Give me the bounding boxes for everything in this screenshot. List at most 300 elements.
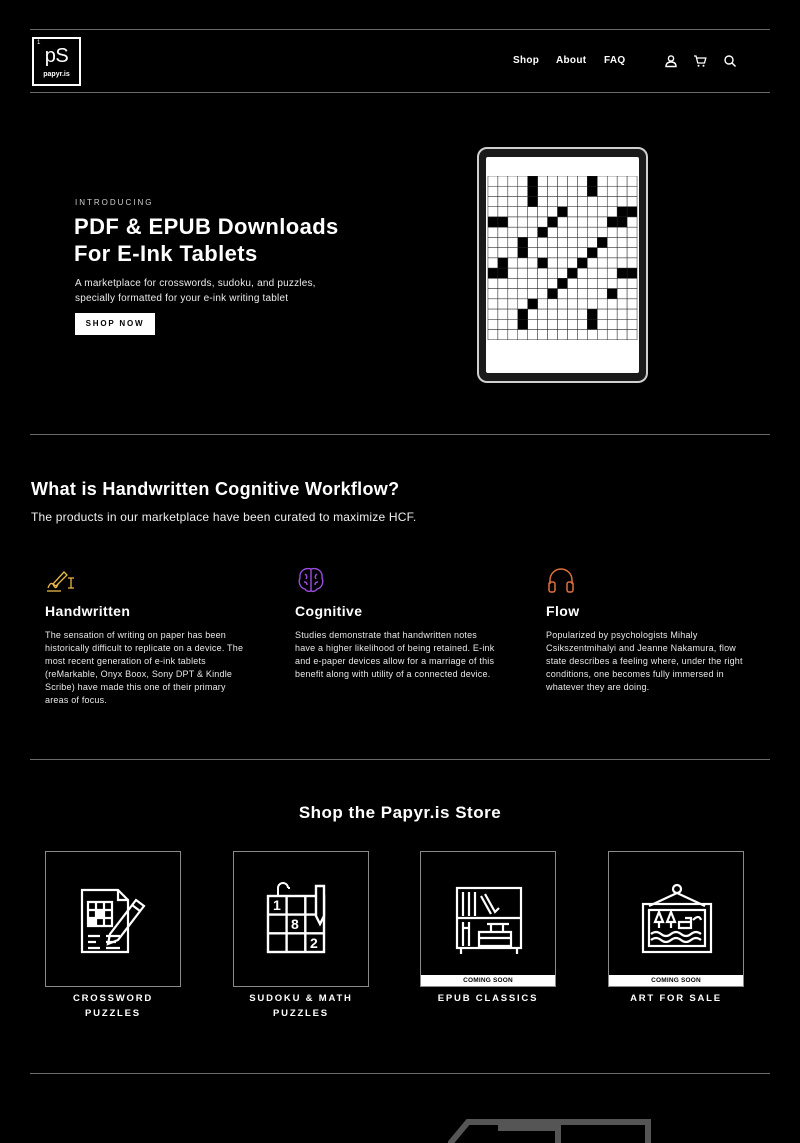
crossword-cell: [508, 207, 518, 217]
crossword-cell: [617, 258, 627, 268]
hero-subtitle-line2: specially formatted for your e-ink writing tablet: [75, 292, 289, 304]
feature-body-handwritten: The sensation of writing on paper has been historically difficult to replicate on a device. The most recent generation of e-ink tablets (reMarkable, Onyx Boox, Sony DPT & Kindle Scribe) have made this one of their primary areas of focus.: [45, 630, 244, 705]
crossword-cell: [597, 227, 607, 237]
crossword-cell: [538, 196, 548, 206]
crossword-cell: [587, 196, 597, 206]
crossword-cell: [508, 176, 518, 186]
crossword-cell: [627, 227, 637, 237]
crossword-cell: [518, 268, 528, 278]
crossword-cell: [518, 330, 528, 340]
brand-logo[interactable]: [32, 37, 81, 86]
logo-mark: pS: [44, 45, 69, 67]
crossword-cell: [607, 227, 617, 237]
crossword-cell: [548, 207, 558, 217]
crossword-cell: [607, 299, 617, 309]
crossword-cell: [587, 248, 597, 258]
crossword-cell: [518, 186, 528, 196]
crossword-cell: [567, 248, 577, 258]
crossword-cell: [518, 237, 528, 247]
coming-soon-badge: COMING SOON: [609, 975, 743, 986]
crossword-cell: [577, 227, 587, 237]
crossword-cell: [617, 196, 627, 206]
crossword-cell: [528, 319, 538, 329]
logo-wordmark: papyr.is: [43, 71, 70, 78]
crossword-cell: [488, 217, 498, 227]
crossword-cell: [587, 330, 597, 340]
hero-title-line2: For E-Ink Tablets: [74, 241, 258, 266]
crossword-cell: [627, 196, 637, 206]
crossword-cell: [498, 319, 508, 329]
category-card-crossword[interactable]: [45, 851, 181, 987]
crossword-cell: [577, 207, 587, 217]
category-label-line1: EPUB CLASSICS: [437, 993, 539, 1004]
hero-title: [74, 213, 404, 267]
crossword-cell: [627, 309, 637, 319]
crossword-cell: [597, 258, 607, 268]
header-bottom-divider: [30, 92, 770, 93]
category-card-epub[interactable]: [420, 851, 556, 987]
crossword-cell: [587, 237, 597, 247]
crossword-cell: [617, 237, 627, 247]
crossword-grid-image: [487, 176, 638, 340]
crossword-cell: [518, 299, 528, 309]
sudoku-digit-8: 8: [291, 916, 299, 932]
crossword-cell: [597, 207, 607, 217]
crossword-cell: [597, 248, 607, 258]
crossword-cell: [597, 299, 607, 309]
crossword-cell: [627, 299, 637, 309]
crossword-cell: [528, 278, 538, 288]
crossword-cell: [607, 186, 617, 196]
feature-title-cognitive: Cognitive: [295, 603, 363, 619]
crossword-cell: [627, 237, 637, 247]
crossword-cell: [577, 248, 587, 258]
crossword-cell: [577, 217, 587, 227]
crossword-cell: [548, 258, 558, 268]
category-label-line1: SUDOKU & MATH: [249, 993, 353, 1004]
crossword-cell: [498, 237, 508, 247]
logo-superscript: 1: [37, 40, 41, 46]
crossword-cell: [627, 289, 637, 299]
crossword-cell: [508, 330, 518, 340]
crossword-cell: [538, 258, 548, 268]
crossword-cell: [498, 289, 508, 299]
crossword-cell: [508, 227, 518, 237]
crossword-cell: [488, 227, 498, 237]
crossword-cell: [548, 278, 558, 288]
crossword-cell: [597, 330, 607, 340]
crossword-cell: [508, 186, 518, 196]
crossword-cell: [567, 289, 577, 299]
crossword-cell: [488, 289, 498, 299]
crossword-cell: [558, 268, 568, 278]
crossword-cell: [558, 289, 568, 299]
crossword-cell: [518, 217, 528, 227]
crossword-cell: [538, 319, 548, 329]
crossword-cell: [538, 186, 548, 196]
category-label-line1: CROSSWORD: [72, 993, 154, 1004]
crossword-cell: [597, 319, 607, 329]
crossword-cell: [607, 289, 617, 299]
crossword-cell: [518, 309, 528, 319]
crossword-cell: [548, 248, 558, 258]
crossword-cell: [508, 268, 518, 278]
crossword-cell: [538, 227, 548, 237]
nav-faq[interactable]: FAQ: [604, 55, 626, 66]
hcf-divider: [30, 759, 770, 760]
crossword-cell: [577, 237, 587, 247]
crossword-cell: [607, 258, 617, 268]
header-top-divider: [30, 29, 770, 30]
sudoku-grid-icon: [264, 882, 340, 958]
crossword-cell: [597, 176, 607, 186]
crossword-cell: [508, 248, 518, 258]
feature-body-flow: Popularized by psychologists Mihaly Csikszentmihalyi and Jeanne Nakamura, flow state describes a feeling where, under the right conditions, one becomes fully immersed in whatever they are doing.: [546, 630, 743, 692]
crossword-cell: [498, 207, 508, 217]
crossword-cell: [617, 176, 627, 186]
crossword-cell: [528, 217, 538, 227]
framed-art-icon: [639, 882, 715, 958]
shop-now-button[interactable]: SHOP NOW: [75, 313, 155, 335]
crossword-cell: [498, 227, 508, 237]
crossword-cell: [587, 319, 597, 329]
crossword-cell: [558, 237, 568, 247]
crossword-cell: [538, 176, 548, 186]
crossword-cell: [548, 186, 558, 196]
crossword-cell: [597, 217, 607, 227]
crossword-cell: [498, 299, 508, 309]
crossword-cell: [617, 309, 627, 319]
cart-icon[interactable]: [693, 54, 707, 68]
account-icon[interactable]: [664, 54, 678, 68]
crossword-cell: [587, 278, 597, 288]
crossword-cell: [488, 176, 498, 186]
crossword-cell: [488, 237, 498, 247]
crossword-cell: [498, 217, 508, 227]
crossword-cell: [567, 258, 577, 268]
headphones-icon: [546, 566, 576, 594]
crossword-cell: [577, 299, 587, 309]
crossword-cell: [567, 268, 577, 278]
crossword-cell: [528, 268, 538, 278]
crossword-cell: [558, 248, 568, 258]
crossword-cell: [498, 268, 508, 278]
crossword-cell: [627, 217, 637, 227]
crossword-cell: [577, 309, 587, 319]
category-label-sudoku[interactable]: [233, 991, 369, 1021]
crossword-cell: [508, 319, 518, 329]
crossword-cell: [607, 217, 617, 227]
crossword-cell: [567, 186, 577, 196]
crossword-cell: [498, 309, 508, 319]
crossword-cell: [627, 258, 637, 268]
crossword-cell: [567, 330, 577, 340]
crossword-cell: [587, 268, 597, 278]
crossword-cell: [518, 258, 528, 268]
crossword-cell: [518, 319, 528, 329]
crossword-cell: [567, 309, 577, 319]
crossword-cell: [548, 237, 558, 247]
crossword-cell: [627, 186, 637, 196]
hero-eyebrow: INTRODUCING: [75, 198, 154, 207]
crossword-cell: [528, 330, 538, 340]
crossword-cell: [617, 299, 627, 309]
crossword-cell: [528, 258, 538, 268]
crossword-cell: [498, 186, 508, 196]
crossword-cell: [558, 227, 568, 237]
category-label-epub[interactable]: [420, 991, 556, 1006]
crossword-cell: [558, 186, 568, 196]
crossword-cell: [548, 299, 558, 309]
crossword-cell: [488, 258, 498, 268]
crossword-cell: [617, 227, 627, 237]
crossword-cell: [577, 268, 587, 278]
crossword-cell: [528, 309, 538, 319]
crossword-cell: [528, 227, 538, 237]
crossword-cell: [627, 207, 637, 217]
crossword-cell: [567, 176, 577, 186]
crossword-cell: [587, 207, 597, 217]
crossword-cell: [538, 278, 548, 288]
crossword-cell: [558, 330, 568, 340]
hero-divider: [30, 434, 770, 435]
crossword-cell: [558, 319, 568, 329]
crossword-cell: [518, 278, 528, 288]
crossword-cell: [587, 309, 597, 319]
crossword-cell: [617, 319, 627, 329]
crossword-cell: [528, 176, 538, 186]
crossword-cell: [548, 289, 558, 299]
crossword-cell: [597, 237, 607, 247]
crossword-cell: [577, 330, 587, 340]
crossword-cell: [498, 196, 508, 206]
crossword-cell: [488, 330, 498, 340]
crossword-cell: [607, 319, 617, 329]
crossword-cell: [548, 176, 558, 186]
crossword-cell: [617, 289, 627, 299]
crossword-cell: [627, 319, 637, 329]
crossword-cell: [558, 207, 568, 217]
hero-subtitle: [75, 277, 375, 306]
crossword-cell: [488, 248, 498, 258]
crossword-cell: [508, 237, 518, 247]
crossword-cell: [617, 278, 627, 288]
crossword-cell: [508, 299, 518, 309]
crossword-cell: [528, 186, 538, 196]
nav-about[interactable]: About: [556, 55, 587, 66]
crossword-cell: [538, 207, 548, 217]
crossword-cell: [617, 330, 627, 340]
crossword-cell: [567, 196, 577, 206]
crossword-cell: [508, 309, 518, 319]
crossword-cell: [558, 217, 568, 227]
crossword-cell: [558, 309, 568, 319]
sudoku-digit-1: 1: [273, 897, 281, 913]
crossword-cell: [607, 278, 617, 288]
crossword-cell: [567, 319, 577, 329]
bookshelf-icon: [451, 882, 527, 958]
crossword-cell: [617, 268, 627, 278]
crossword-cell: [548, 268, 558, 278]
crossword-cell: [538, 330, 548, 340]
crossword-cell: [577, 196, 587, 206]
crossword-cell: [538, 268, 548, 278]
crossword-cell: [508, 278, 518, 288]
crossword-cell: [508, 258, 518, 268]
crossword-cell: [548, 217, 558, 227]
partial-illustration-image: [448, 1118, 652, 1143]
crossword-cell: [508, 196, 518, 206]
crossword-cell: [607, 268, 617, 278]
pen-writing-icon: [45, 566, 75, 594]
crossword-cell: [548, 319, 558, 329]
crossword-cell: [548, 330, 558, 340]
crossword-cell: [567, 227, 577, 237]
crossword-cell: [597, 186, 607, 196]
crossword-cell: [508, 289, 518, 299]
crossword-cell: [528, 248, 538, 258]
hcf-subtitle: The products in our marketplace have been curated to maximize HCF.: [31, 510, 417, 524]
crossword-cell: [558, 176, 568, 186]
crossword-cell: [558, 258, 568, 268]
crossword-cell: [567, 217, 577, 227]
sudoku-digit-2: 2: [310, 935, 318, 951]
crossword-cell: [597, 289, 607, 299]
crossword-cell: [567, 299, 577, 309]
crossword-cell: [518, 207, 528, 217]
crossword-cell: [617, 207, 627, 217]
crossword-cell: [567, 207, 577, 217]
crossword-cell: [577, 176, 587, 186]
hero-title-line1: PDF & EPUB Downloads: [74, 214, 339, 239]
crossword-cell: [548, 309, 558, 319]
crossword-cell: [558, 299, 568, 309]
category-label-crossword[interactable]: [45, 991, 181, 1021]
search-icon[interactable]: [723, 54, 737, 68]
crossword-cell: [558, 196, 568, 206]
feature-title-handwritten: Handwritten: [45, 603, 131, 619]
crossword-cell: [488, 278, 498, 288]
crossword-cell: [488, 268, 498, 278]
crossword-cell: [587, 176, 597, 186]
crossword-cell: [577, 289, 587, 299]
crossword-cell: [607, 176, 617, 186]
crossword-cell: [607, 196, 617, 206]
crossword-cell: [607, 207, 617, 217]
crossword-cell: [567, 237, 577, 247]
crossword-cell: [528, 237, 538, 247]
crossword-cell: [528, 196, 538, 206]
crossword-cell: [627, 268, 637, 278]
crossword-cell: [577, 319, 587, 329]
crossword-cell: [617, 248, 627, 258]
nav-shop[interactable]: Shop: [513, 55, 540, 66]
category-label-line1: ART FOR SALE: [630, 993, 722, 1004]
crossword-cell: [538, 309, 548, 319]
crossword-cell: [607, 237, 617, 247]
crossword-cell: [488, 309, 498, 319]
crossword-cell: [488, 196, 498, 206]
crossword-cell: [627, 176, 637, 186]
crossword-cell: [587, 299, 597, 309]
crossword-cell: [538, 237, 548, 247]
crossword-cell: [488, 186, 498, 196]
crossword-cell: [488, 299, 498, 309]
category-label-line2: PUZZLES: [85, 1008, 141, 1019]
crossword-cell: [518, 176, 528, 186]
crossword-cell: [548, 196, 558, 206]
store-divider: [30, 1073, 770, 1074]
crossword-cell: [538, 217, 548, 227]
crossword-cell: [518, 248, 528, 258]
crossword-cell: [528, 299, 538, 309]
category-label-art[interactable]: [608, 991, 744, 1006]
crossword-cell: [607, 330, 617, 340]
crossword-cell: [577, 278, 587, 288]
category-label-line2: PUZZLES: [273, 1008, 329, 1019]
crossword-cell: [597, 278, 607, 288]
crossword-cell: [597, 196, 607, 206]
crossword-cell: [587, 217, 597, 227]
crossword-cell: [587, 289, 597, 299]
crossword-cell: [488, 319, 498, 329]
crossword-cell: [587, 258, 597, 268]
crossword-cell: [498, 278, 508, 288]
crossword-cell: [627, 248, 637, 258]
crossword-cell: [518, 227, 528, 237]
crossword-cell: [577, 258, 587, 268]
feature-title-flow: Flow: [546, 603, 580, 619]
tablet-illustration: [477, 147, 648, 383]
brain-icon: [296, 566, 326, 594]
hero-subtitle-line1: A marketplace for crosswords, sudoku, and puzzles,: [75, 278, 316, 289]
crossword-cell: [627, 278, 637, 288]
crossword-cell: [538, 289, 548, 299]
crossword-cell: [597, 268, 607, 278]
hcf-title: What is Handwritten Cognitive Workflow?: [31, 479, 400, 499]
crossword-cell: [498, 258, 508, 268]
crossword-cell: [528, 289, 538, 299]
crossword-cell: [558, 278, 568, 288]
crossword-cell: [597, 309, 607, 319]
crossword-cell: [538, 248, 548, 258]
crossword-cell: [577, 186, 587, 196]
crossword-cell: [567, 278, 577, 288]
category-card-sudoku[interactable]: [233, 851, 369, 987]
crossword-cell: [587, 227, 597, 237]
store-title: Shop the Papyr.is Store: [298, 803, 502, 822]
crossword-pencil-icon: [76, 882, 152, 958]
category-card-art[interactable]: [608, 851, 744, 987]
crossword-cell: [617, 217, 627, 227]
coming-soon-badge: COMING SOON: [421, 975, 555, 986]
crossword-cell: [627, 330, 637, 340]
crossword-cell: [518, 289, 528, 299]
crossword-cell: [518, 196, 528, 206]
crossword-cell: [587, 186, 597, 196]
crossword-cell: [488, 207, 498, 217]
crossword-cell: [498, 248, 508, 258]
crossword-cell: [538, 299, 548, 309]
feature-body-cognitive: Studies demonstrate that handwritten notes have a higher likelihood of being retained. E-ink and e-paper devices allow for a marriage of this benefit along with utility of a connected device.: [295, 630, 495, 679]
crossword-cell: [528, 207, 538, 217]
crossword-cell: [498, 176, 508, 186]
crossword-cell: [607, 309, 617, 319]
crossword-cell: [617, 186, 627, 196]
crossword-cell: [607, 248, 617, 258]
crossword-cell: [508, 217, 518, 227]
crossword-cell: [548, 227, 558, 237]
